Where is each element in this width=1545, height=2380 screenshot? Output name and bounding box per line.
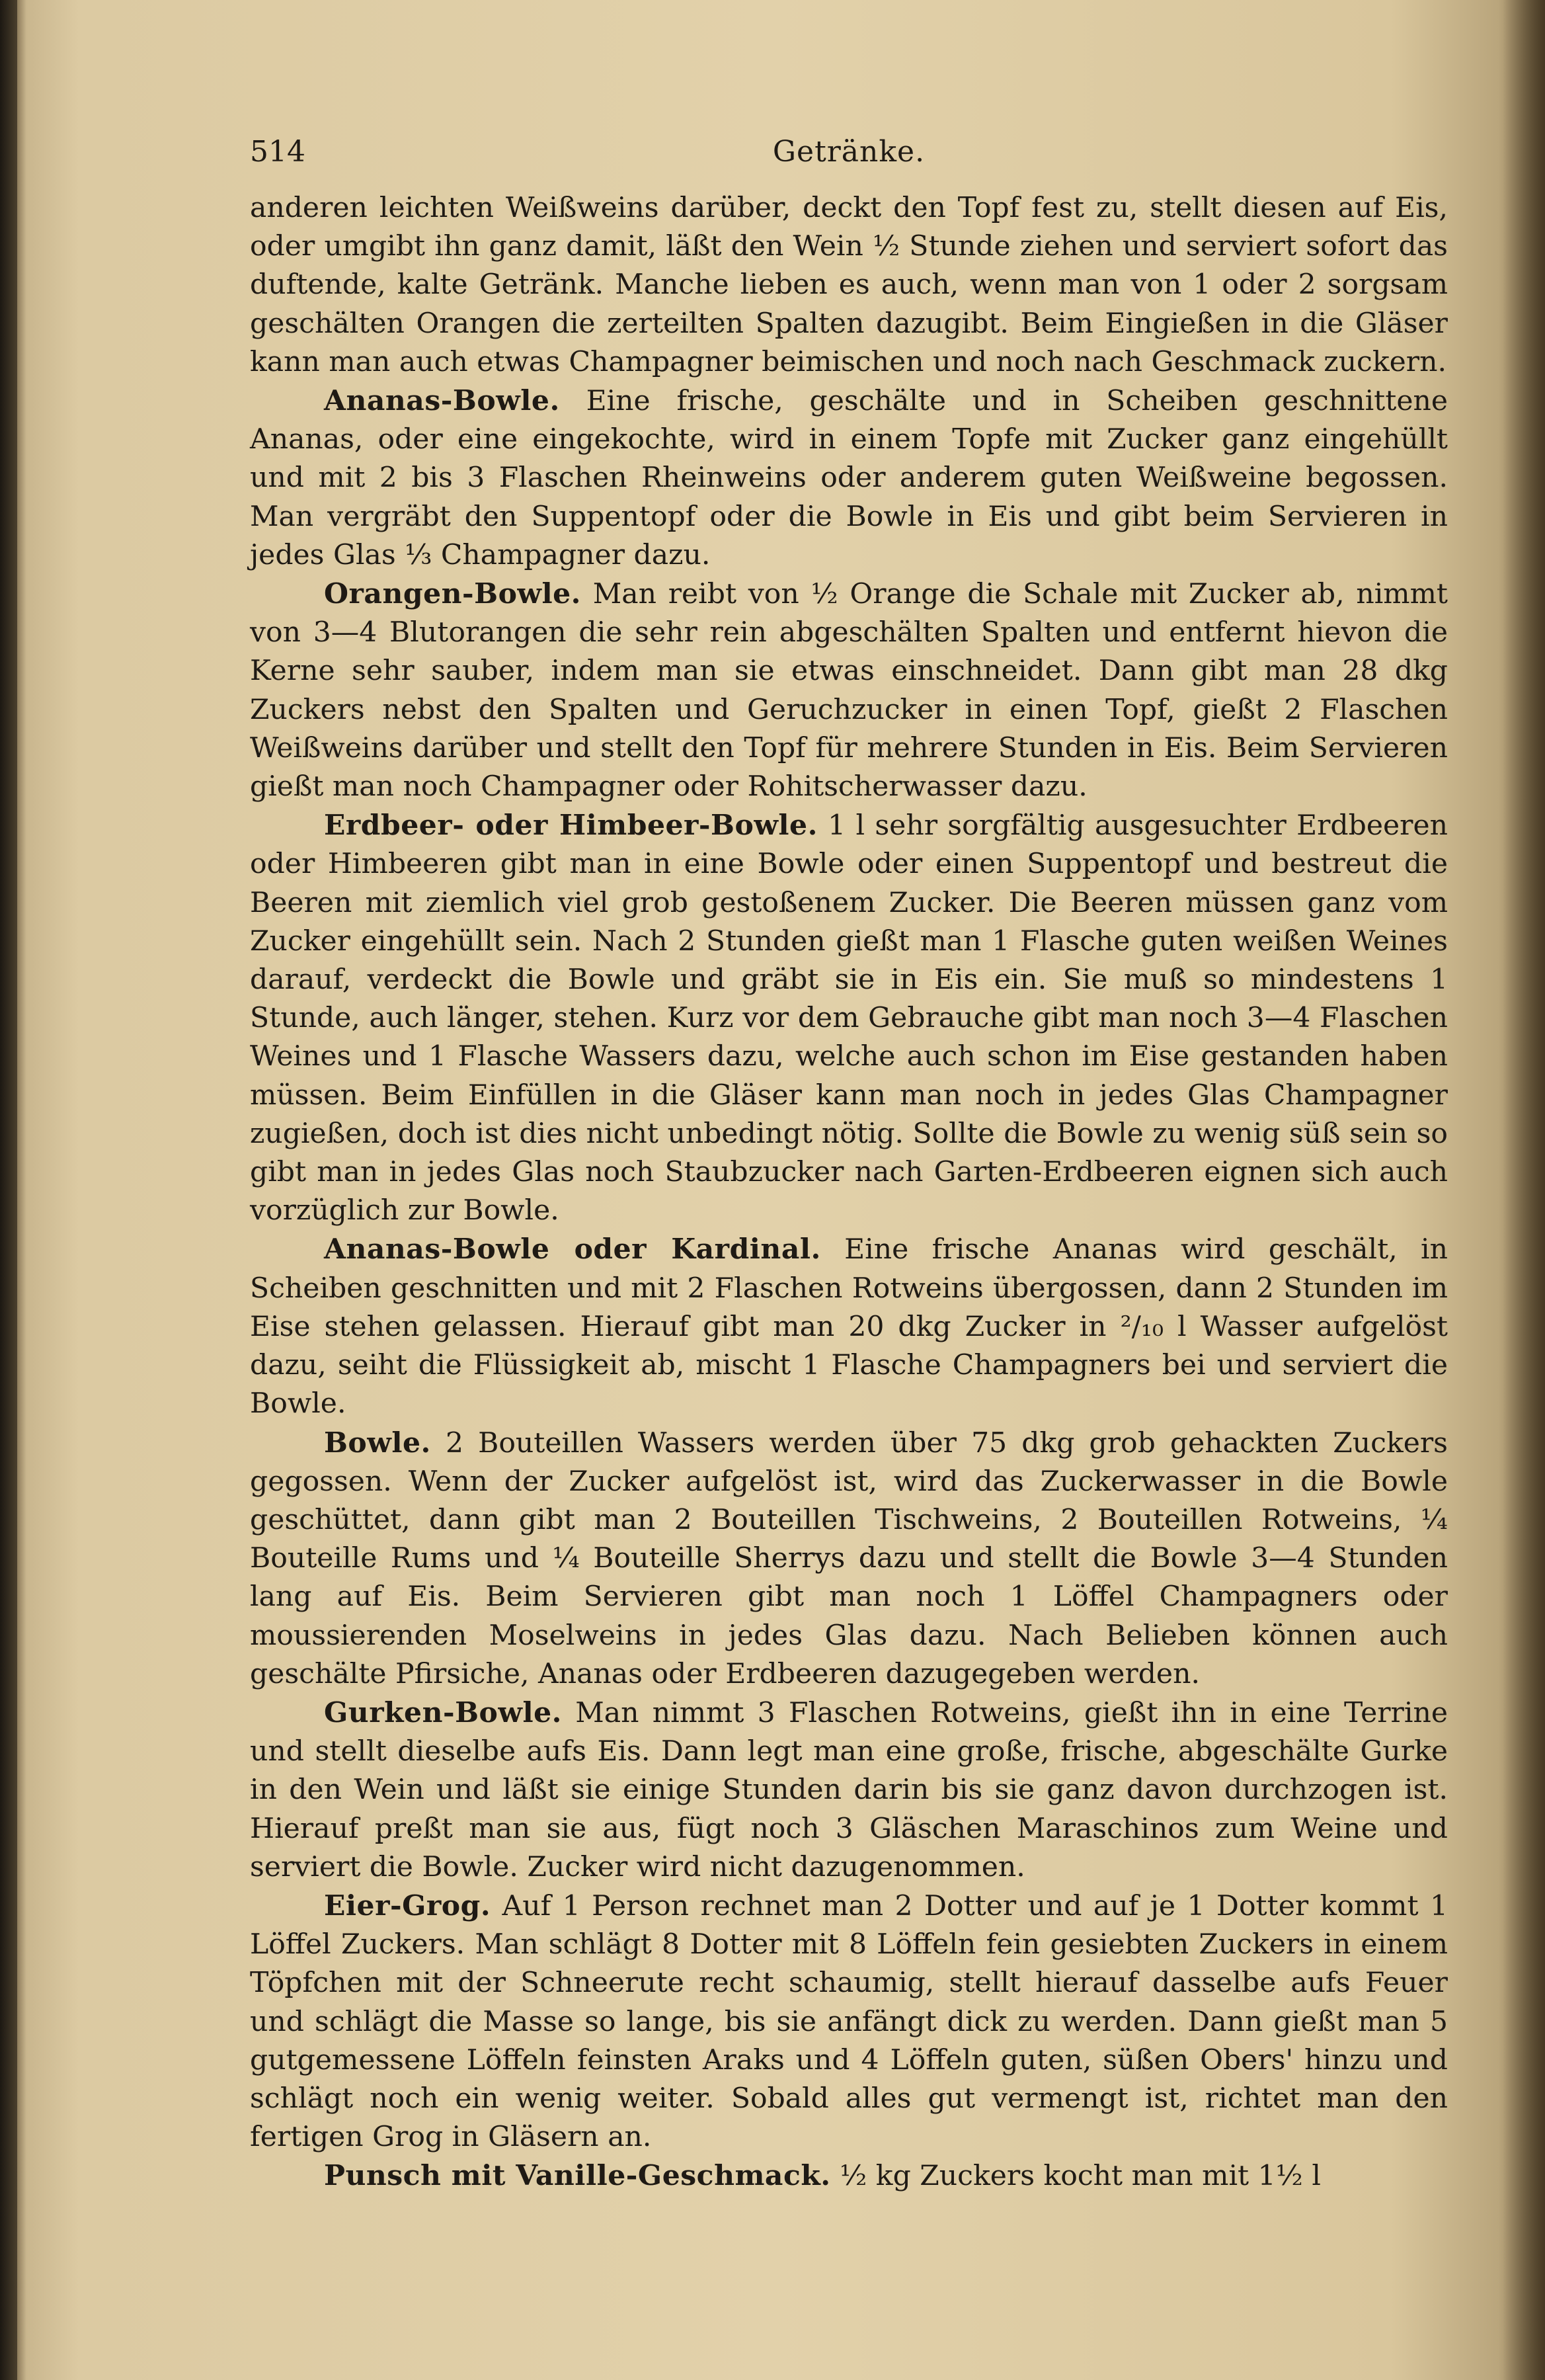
recipe-erdbeer-himbeer-bowle — [250, 806, 1448, 1230]
paragraph-text: anderen leichten Weißweins darüber, deckt den Topf fest zu, stellt diesen auf Eis, oder umgibt ihn ganz damit, läßt den Wein ½ Stunde ziehen und serviert sofort das duftende, kalte Getränk. Manche lieben es auch, wenn man von 1 oder 2 sorgsam geschälten Orangen die zerteilten Spalten dazugibt. Beim Eingießen in die Gläser kann man auch etwas Champagner beimischen und noch nach Geschmack zuckern. — [250, 192, 1448, 378]
running-title: Getränke. — [772, 135, 926, 169]
recipe-text: ½ kg Zuckers kocht man mit 1½ l — [840, 2160, 1321, 2193]
page-body — [250, 130, 1448, 2196]
recipe-heading: Gurken-Bowle. — [324, 1696, 562, 1729]
recipe-heading: Ananas-Bowle oder Kardinal. — [324, 1233, 821, 1266]
recipe-text: Man nimmt 3 Flaschen Rotweins, gießt ihn in eine Terrine und stellt dieselbe aufs Eis. Dann legt man eine große, frische, abgeschälte Gurke in den Wein und läßt sie einige Stunden darin bis sie ganz davon durchzogen ist. Hierauf preßt man sie aus, fügt noch 3 Gläschen Maraschinos zum Weine und serviert die Bowle. Zucker wird nicht dazugenommen. — [250, 1696, 1448, 1883]
recipe-orangen-bowle — [250, 575, 1448, 806]
recipe-heading: Ananas-Bowle. — [324, 384, 560, 418]
book-spine-shadow — [0, 0, 17, 2380]
recipe-bowle — [250, 1424, 1448, 1694]
recipe-heading: Orangen-Bowle. — [324, 577, 581, 611]
recipe-heading: Erdbeer- oder Himbeer-Bowle. — [324, 809, 818, 842]
recipe-text: 2 Bouteillen Wassers werden über 75 dkg grob gehackten Zuckers gegossen. Wenn der Zucker aufgelöst ist, wird das Zuckerwasser in die Bowle geschüttet, dann gibt man 2 Bouteillen Tischweins, 2 Bouteillen Rotweins, ¼ Bouteille Rums und ¼ Bouteille Sherrys dazu und stellt die Bowle 3—4 Stunden lang auf Eis. Beim Servieren gibt man noch 1 Löffel Champagners oder moussierenden Moselweins in jedes Glas dazu. Nach Belieben können auch geschälte Pfirsiche, Ananas oder Erdbeeren dazugegeben werden. — [250, 1426, 1448, 1690]
recipe-heading: Punsch mit Vanille-Geschmack. — [324, 2159, 831, 2193]
recipe-text: 1 l sehr sorgfältig ausgesuchter Erdbeeren oder Himbeeren gibt man in eine Bowle oder einen Suppentopf und bestreut die Beeren mit ziemlich viel grob gestoßenem Zucker. Die Beeren müssen ganz vom Zucker eingehüllt sein. Nach 2 Stunden gießt man 1 Flasche guten weißen Weines darauf, verdeckt die Bowle und gräbt sie in Eis ein. Sie muß so mindestens 1 Stunde, auch länger, stehen. Kurz vor dem Gebrauche gibt man noch 3—4 Flaschen Weines und 1 Flasche Wassers dazu, welche auch schon im Eise gestanden haben müssen. Beim Einfüllen in die Gläser kann man noch in jedes Glas Champagner zugießen, doch ist dies nicht unbedingt nötig. Sollte die Bowle zu wenig süß sein so gibt man in jedes Glas noch Staubzucker nach Garten-Erdbeeren eignen sich auch vorzüglich zur Bowle. — [250, 809, 1448, 1227]
recipe-ananas-bowle-kardinal — [250, 1230, 1448, 1423]
recipe-text: Eine frische, geschälte und in Scheiben geschnittene Ananas, oder eine eingekochte, wird in einem Topfe mit Zucker ganz eingehüllt und mit 2 bis 3 Flaschen Rheinweins oder anderem guten Weißweine begossen. Man vergräbt den Suppentopf oder die Bowle in Eis und gibt beim Servieren in jedes Glas ⅓ Champagner dazu. — [250, 385, 1448, 571]
paragraph-continuation — [250, 189, 1448, 382]
page-edge-shadow — [1503, 0, 1545, 2380]
recipe-heading: Bowle. — [324, 1426, 431, 1459]
recipe-punsch-vanille — [250, 2156, 1448, 2195]
page-number: 514 — [250, 135, 305, 169]
recipe-text: Man reibt von ½ Orange die Schale mit Zucker ab, nimmt von 3—4 Blutorangen die sehr rein abgeschälten Spalten und entfernt hievon die Kerne sehr sauber, indem man sie etwas einschneidet. Dann gibt man 28 dkg Zuckers nebst den Spalten und Geruchzucker in einen Topf, gießt 2 Flaschen Weißweins darüber und stellt den Topf für mehrere Stunden in Eis. Beim Servieren gießt man noch Champagner oder Rohitscherwasser dazu. — [250, 578, 1448, 803]
recipe-gurken-bowle — [250, 1694, 1448, 1887]
recipe-heading: Eier-Grog. — [324, 1889, 491, 1922]
recipe-eier-grog — [250, 1887, 1448, 2156]
recipe-ananas-bowle — [250, 382, 1448, 575]
recipe-text: Eine frische Ananas wird geschält, in Scheiben geschnitten und mit 2 Flaschen Rotweins übergossen, dann 2 Stunden im Eise stehen gelassen. Hierauf gibt man 20 dkg Zucker in ²/₁₀ l Wasser aufgelöst dazu, seiht die Flüssigkeit ab, mischt 1 Flasche Champagners bei und serviert die Bowle. — [250, 1233, 1448, 1420]
running-header — [250, 130, 1448, 189]
recipe-text: Auf 1 Person rechnet man 2 Dotter und auf je 1 Dotter kommt 1 Löffel Zuckers. Man schlägt 8 Dotter mit 8 Löffeln fein gesiebten Zuckers in einem Töpfchen mit der Schneerute recht schaumig, stellt hierauf dasselbe aufs Feuer und schlägt die Masse so lange, bis sie anfängt dick zu werden. Dann gießt man 5 gutgemessene Löffeln feinsten Araks und 4 Löffeln guten, süßen Obers' hinzu und schlägt noch ein wenig weiter. Sobald alles gut vermengt ist, richtet man den fertigen Grog in Gläsern an. — [250, 1889, 1448, 2154]
